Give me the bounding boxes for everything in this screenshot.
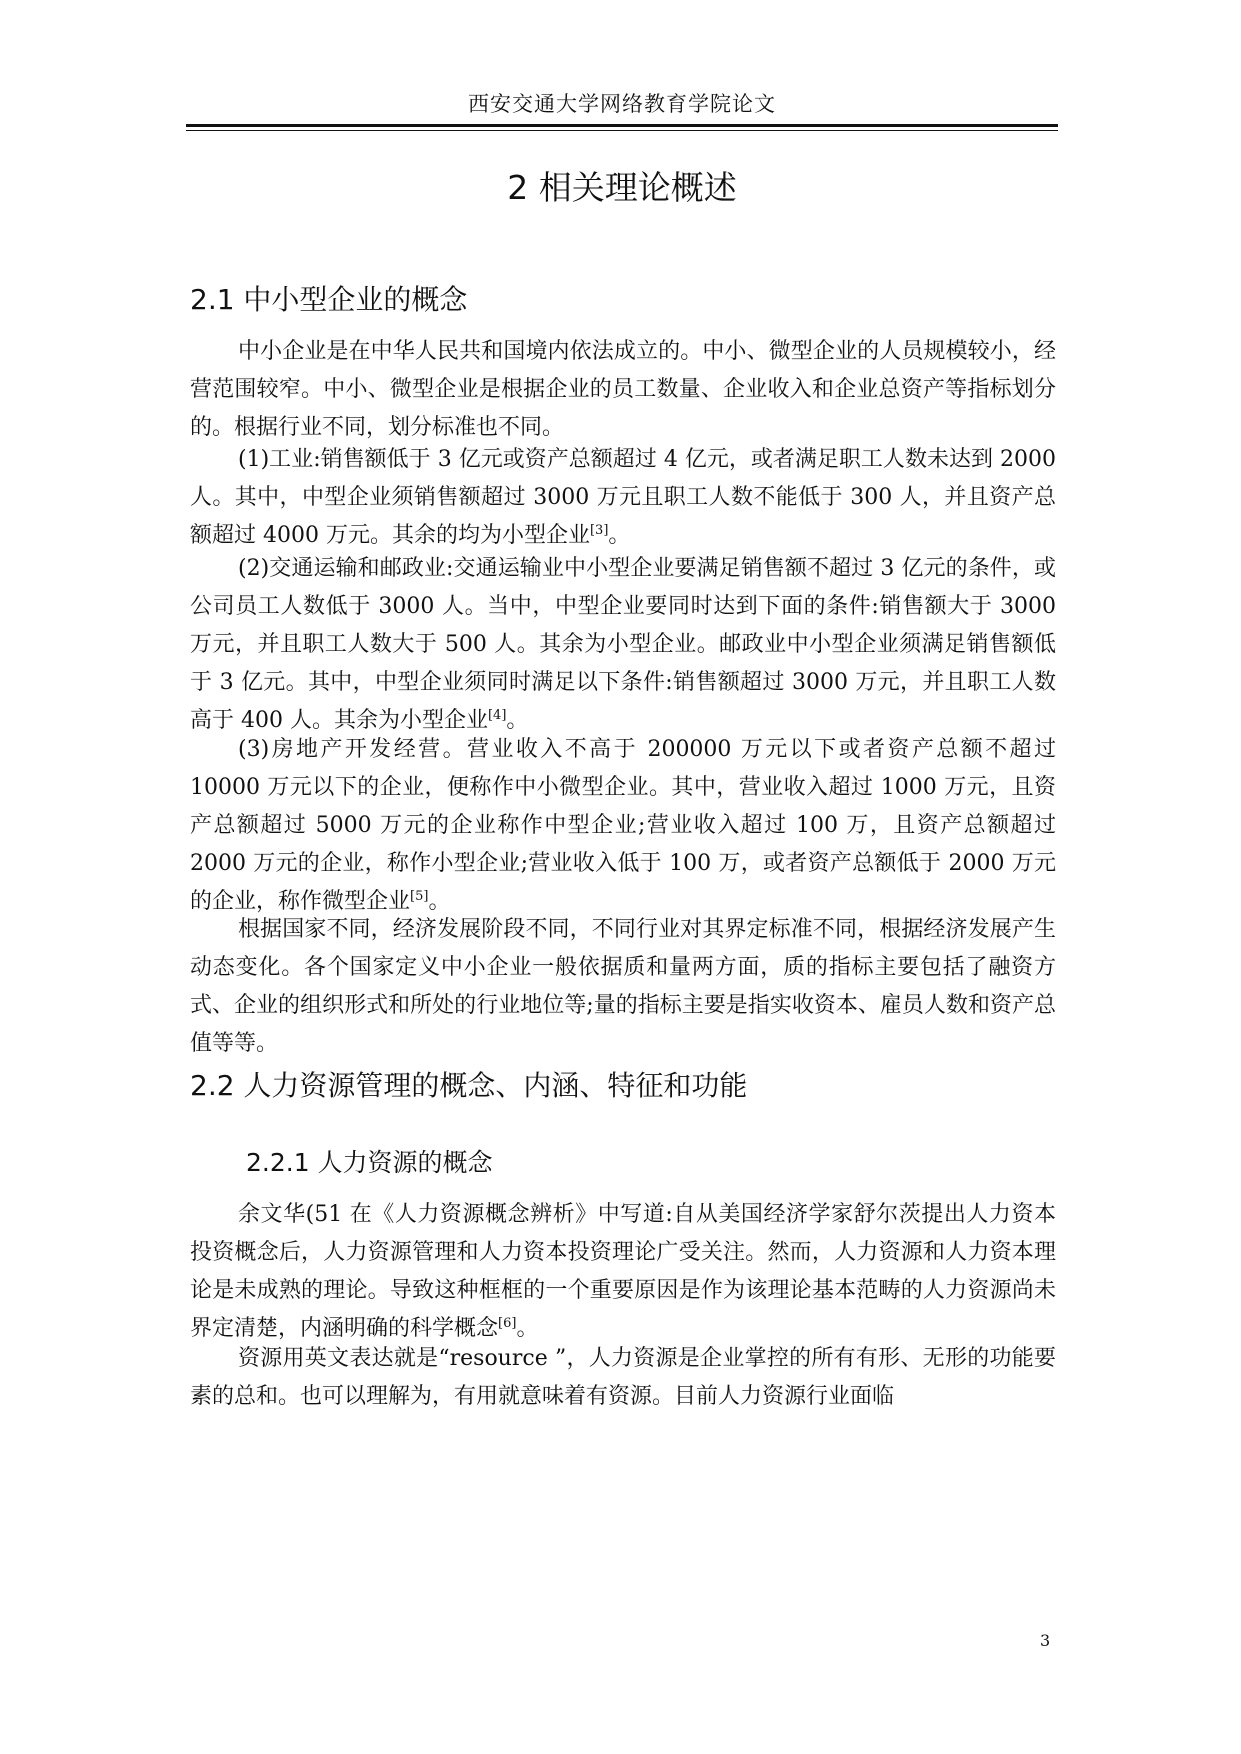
section-2-2-1-heading: 2.2.1 人力资源的概念: [246, 1148, 493, 1177]
citation-ref: [4]: [487, 708, 507, 723]
section-2-1-paragraph-4: [190, 731, 1056, 921]
header-rule-thin: [186, 130, 1058, 131]
chapter-title: 2 相关理论概述: [507, 168, 737, 207]
section-2-2-1-paragraph-2: 资源用英文表达就是“resource ”，人力资源是企业掌控的所有有形、无形的功能要素的总和。也可以理解为，有用就意味着有资源。目前人力资源行业面临: [190, 1346, 1056, 1409]
header-rule-thick: [186, 124, 1058, 127]
page-number: 3: [1040, 1631, 1051, 1650]
citation-ref: [6]: [498, 1316, 517, 1331]
citation-ref: [5]: [410, 889, 429, 904]
paragraph-text: (3)房地产开发经营。营业收入不高于 200000 万元以下或者资产总额不超过 10000 万元以下的企业，便称作中小微型企业。其中，营业收入超过 1000 万元，且资产总额超过 5000 万元的企业称作中型企业;营业收入超过 100 万，且资产总额超过 2000 万元的企业，称作小型企业;营业收入低于 100 万，或者资产总额低于 2000 万元的企业，称作微型企业: [190, 737, 1056, 914]
paragraph-end: 。: [516, 1316, 539, 1341]
paragraph-end: 。: [506, 708, 529, 733]
running-header: 西安交通大学网络教育学院论文: [468, 92, 776, 116]
section-2-2-heading: 2.2 人力资源管理的概念、内涵、特征和功能: [190, 1069, 748, 1102]
paragraph-end: 。: [428, 889, 451, 914]
section-2-1-paragraph-5: 根据国家不同，经济发展阶段不同，不同行业对其界定标准不同，根据经济发展产生动态变化。各个国家定义中小企业一般依据质和量两方面，质的指标主要包括了融资方式、企业的组织形式和所处的行业地位等;量的指标主要是指实收资本、雇员人数和资产总值等等。: [190, 917, 1056, 1056]
paragraph-end: 。: [608, 523, 631, 548]
paragraph-text: 余文华(51 在《人力资源概念辨析》中写道:自从美国经济学家舒尔茨提出人力资本投资概念后，人力资源管理和人力资本投资理论广受关注。然而，人力资源和人力资本理论是未成熟的理论。导致这种框框的一个重要原因是作为该理论基本范畴的人力资源尚未界定清楚，内涵明确的科学概念: [190, 1202, 1056, 1341]
section-2-1-paragraph-1: 中小企业是在中华人民共和国境内依法成立的。中小、微型企业的人员规模较小，经营范围较窄。中小、微型企业是根据企业的员工数量、企业收入和企业总资产等指标划分的。根据行业不同，划分标准也不同。: [190, 339, 1056, 440]
section-2-2-1-paragraph-1: [190, 1196, 1056, 1348]
section-2-1-paragraph-2: [190, 441, 1056, 555]
section-2-1-paragraph-3: [190, 550, 1056, 740]
paragraph-text: (1)工业:销售额低于 3 亿元或资产总额超过 4 亿元，或者满足职工人数未达到 2000 人。其中，中型企业须销售额超过 3000 万元且职工人数不能低于 300 人，并且资产总额超过 4000 万元。其余的均为小型企业: [190, 447, 1056, 548]
section-2-1-heading: 2.1 中小型企业的概念: [190, 283, 468, 316]
citation-ref: [3]: [589, 523, 609, 538]
paragraph-text: (2)交通运输和邮政业:交通运输业中小型企业要满足销售额不超过 3 亿元的条件，或公司员工人数低于 3000 人。当中，中型企业要同时达到下面的条件:销售额大于 3000 万元，并且职工人数大于 500 人。其余为小型企业。邮政业中小型企业须满足销售额低于 3 亿元。其中，中型企业须同时满足以下条件:销售额超过 3000 万元，并且职工人数高于 400 人。其余为小型企业: [190, 556, 1056, 733]
